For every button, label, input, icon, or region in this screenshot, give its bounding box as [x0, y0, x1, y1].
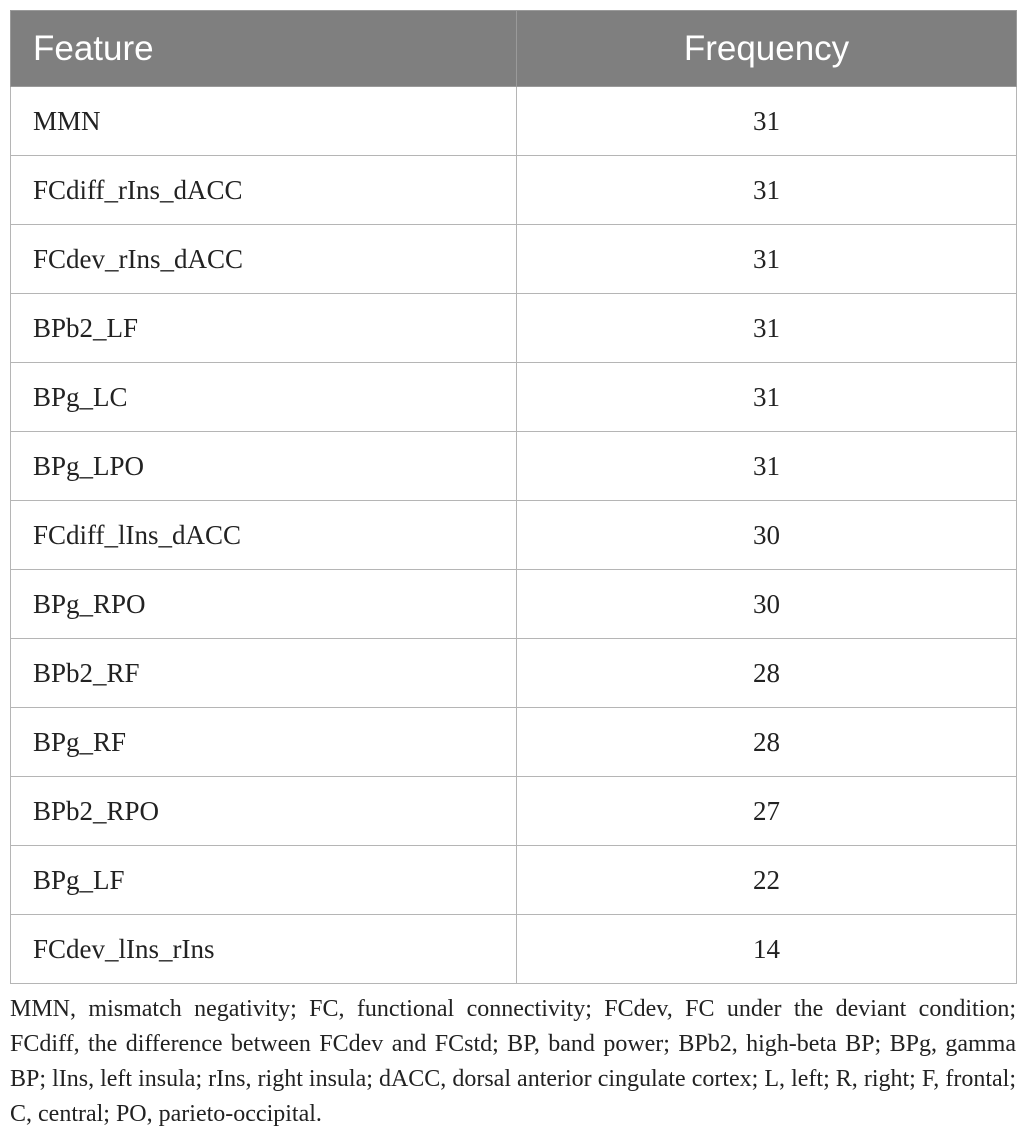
- table-row: [11, 501, 1017, 570]
- frequency-cell: 31: [517, 363, 1017, 432]
- table-row: [11, 294, 1017, 363]
- table-footnote: MMN, mismatch negativity; FC, functional connectivity; FCdev, FC under the deviant condition; FCdiff, the difference between FCdev and FCstd; BP, band power; BPb2, high-beta BP; BPg, gamma BP; lIns, left insula; rIns, right insula; dACC, dorsal anterior cingulate cortex; L, left; R, right; F, frontal; C, central; PO, parieto-occipital.: [10, 996, 1016, 1127]
- frequency-cell: 14: [517, 915, 1017, 984]
- table-row: [11, 639, 1017, 708]
- column-header-frequency: Frequency: [517, 11, 1017, 87]
- frequency-cell: 31: [517, 294, 1017, 363]
- table-header: [11, 11, 1017, 87]
- frequency-cell: 22: [517, 846, 1017, 915]
- feature-cell: BPg_RF: [11, 708, 517, 777]
- feature-cell: BPb2_RF: [11, 639, 517, 708]
- table-row: [11, 156, 1017, 225]
- frequency-cell: 31: [517, 87, 1017, 156]
- table-row: [11, 225, 1017, 294]
- table-row: [11, 708, 1017, 777]
- feature-cell: BPg_LPO: [11, 432, 517, 501]
- table-row: [11, 363, 1017, 432]
- table-row: [11, 432, 1017, 501]
- feature-cell: FCdiff_rIns_dACC: [11, 156, 517, 225]
- frequency-cell: 28: [517, 708, 1017, 777]
- table-body: [11, 87, 1017, 984]
- feature-cell: FCdiff_lIns_dACC: [11, 501, 517, 570]
- frequency-cell: 31: [517, 432, 1017, 501]
- frequency-cell: 31: [517, 225, 1017, 294]
- frequency-cell: 27: [517, 777, 1017, 846]
- feature-cell: BPg_RPO: [11, 570, 517, 639]
- feature-cell: BPb2_RPO: [11, 777, 517, 846]
- feature-frequency-table-container: [10, 10, 1016, 984]
- feature-cell: FCdev_lIns_rIns: [11, 915, 517, 984]
- feature-frequency-table: [10, 10, 1017, 984]
- header-row: [11, 11, 1017, 87]
- feature-cell: BPg_LC: [11, 363, 517, 432]
- frequency-cell: 30: [517, 501, 1017, 570]
- table-row: [11, 915, 1017, 984]
- column-header-feature: Feature: [11, 11, 517, 87]
- table-row: [11, 570, 1017, 639]
- table-row: [11, 846, 1017, 915]
- feature-cell: MMN: [11, 87, 517, 156]
- feature-cell: FCdev_rIns_dACC: [11, 225, 517, 294]
- frequency-cell: 31: [517, 156, 1017, 225]
- feature-cell: BPb2_LF: [11, 294, 517, 363]
- feature-cell: BPg_LF: [11, 846, 517, 915]
- table-row: [11, 87, 1017, 156]
- table-row: [11, 777, 1017, 846]
- frequency-cell: 30: [517, 570, 1017, 639]
- frequency-cell: 28: [517, 639, 1017, 708]
